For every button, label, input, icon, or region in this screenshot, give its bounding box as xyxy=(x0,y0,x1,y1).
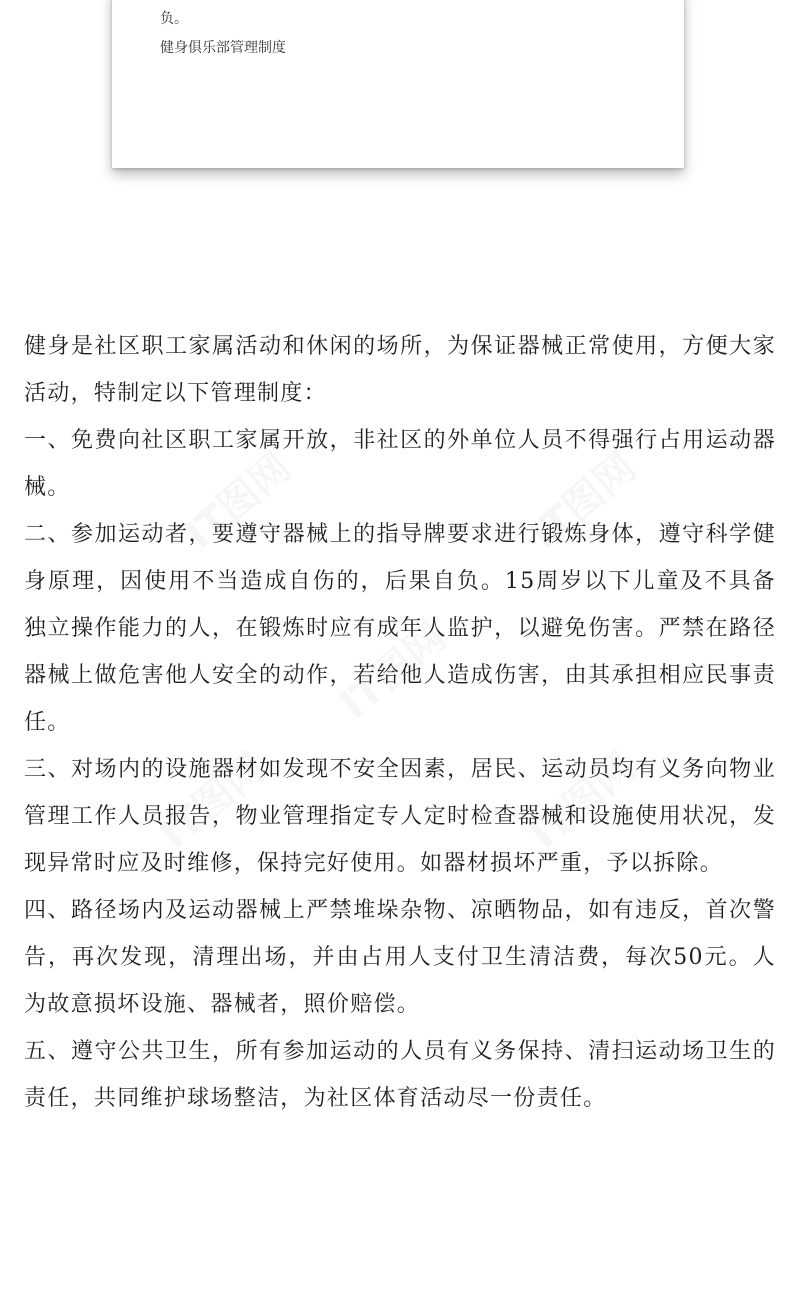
rule-paragraph-1: 一、免费向社区职工家属开放，非社区的外单位人员不得强行占用运动器械。 xyxy=(24,428,776,500)
preview-line: 负。 xyxy=(160,11,188,27)
rule-paragraph-4: 四、路径场内及运动器械上严禁堆垛杂物、凉晒物品，如有违反，首次警告，再次发现，清理出场，并由占用人支付卫生清洁费，每次50元。人为故意损坏设施、器械者，照价赔偿。 xyxy=(24,898,776,1017)
preview-line xyxy=(160,0,650,5)
rule-paragraph-2: 二、参加运动者，要遵守器械上的指导牌要求进行锻炼身体，遵守科学健身原理，因使用不当造成自伤的，后果自负。15周岁以下儿童及不具备独立操作能力的人，在锻炼时应有成年人监护，以避免伤害。严禁在路径器械上做危害他人安全的动作，若给他人造成伤害，由其承担相应民事责任。 xyxy=(24,522,776,735)
document-body xyxy=(24,323,776,1122)
rule-paragraph-3: 三、对场内的设施器材如发现不安全因素，居民、运动员均有义务向物业管理工作人员报告，物业管理指定专人定时检查器械和设施使用状况，发现异常时应及时维修，保持完好使用。如器材损坏严重，予以拆除。 xyxy=(24,757,776,876)
preview-text xyxy=(160,0,650,63)
preview-title: 健身俱乐部管理制度 xyxy=(160,40,286,56)
document-preview-card xyxy=(112,0,684,168)
intro-paragraph: 健身是社区职工家属活动和休闲的场所，为保证器械正常使用，方便大家活动，特制定以下管理制度： xyxy=(24,334,776,406)
rule-paragraph-5: 五、遵守公共卫生，所有参加运动的人员有义务保持、清扫运动场卫生的责任，共同维护球场整洁，为社区体育活动尽一份责任。 xyxy=(24,1039,776,1111)
